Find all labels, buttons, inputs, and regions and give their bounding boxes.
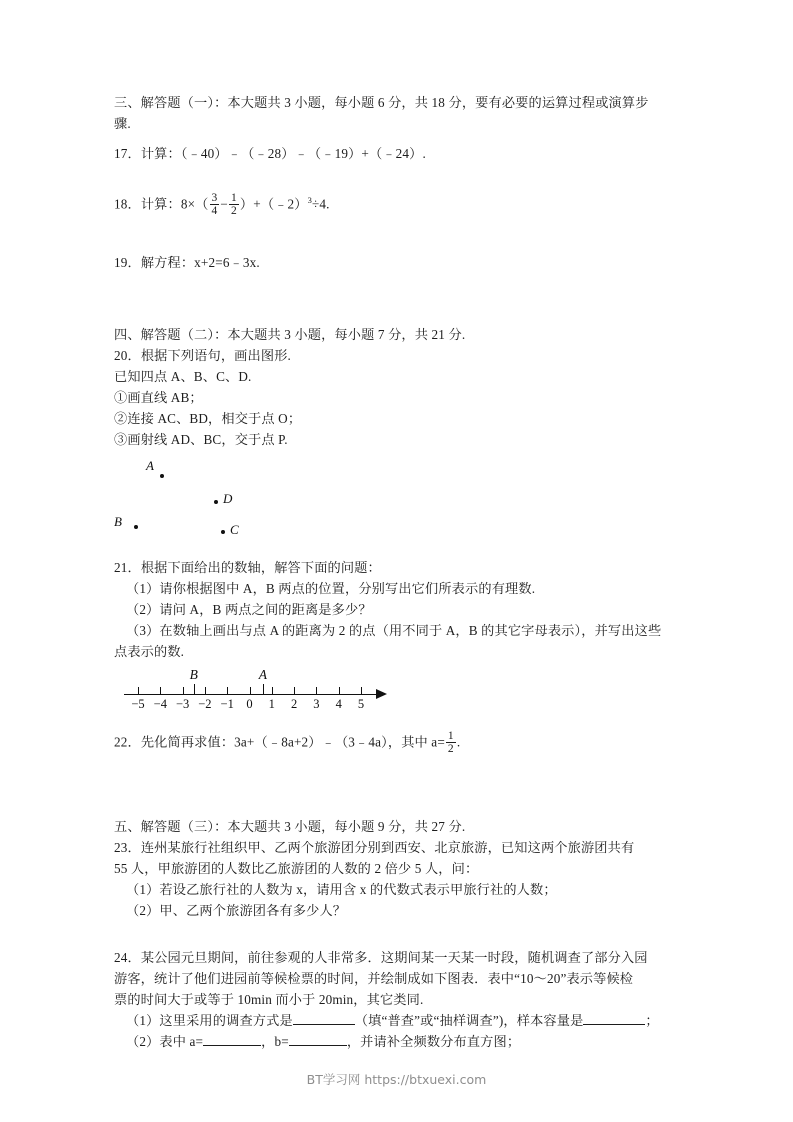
axis-tick: [138, 687, 139, 695]
point-dot-a: [160, 474, 164, 478]
point-dot-d: [214, 500, 218, 504]
axis-tick-label: −1: [220, 696, 234, 711]
question-24-part-1-text-b: （填“普查”或“抽样调查”)，样本容量是: [354, 1013, 584, 1029]
axis-tick-label: 2: [290, 696, 298, 711]
question-24-part-1-text-a: （1）这里采用的调查方式是: [126, 1013, 293, 1029]
question-21-part-3-continued: 点表示的数.: [114, 643, 185, 659]
question-20-line-1: 20．根据下列语句，画出图形.: [114, 347, 291, 363]
axis-tick: [361, 687, 362, 695]
marked-point-tick-b: [194, 684, 195, 695]
question-19: 19．解方程：x+2=6﹣3x.: [114, 254, 260, 270]
question-24-part-2-text-a: （2）表中 a=: [126, 1034, 204, 1050]
fraction-three-quarters: [210, 192, 220, 217]
question-21-part-1: （1）请你根据图中 A，B 两点的位置，分别写出它们所表示的有理数.: [126, 580, 536, 596]
axis-tick-label: 3: [313, 696, 320, 711]
question-22-prefix: 22．先化简再求值：3a+（﹣8a+2）﹣（3﹣4a），其中 a=: [114, 734, 445, 750]
question-21-part-2: （2）请问 A，B 两点之间的距离是多少？: [126, 601, 372, 617]
axis-tick: [183, 687, 184, 695]
question-21-part-3: （3）在数轴上画出与点 A 的距离为 2 的点（用不同于 A，B 的其它字母表示），并写出这些: [126, 622, 662, 638]
section-heading-4: 四、解答题（二）：本大题共 3 小题，每小题 7 分，共 21 分.: [114, 326, 466, 342]
question-18-minus: −: [220, 196, 229, 212]
axis-tick: [250, 687, 251, 695]
question-18-suffix-b: ÷4.: [312, 196, 330, 212]
question-23-line-2: 55 人，甲旅游团的人数比乙旅游团的人数的 2 倍少 5 人，问：: [114, 861, 479, 877]
question-24-line-1: 24．某公园元旦期间，前往参观的人非常多．这期间某一天某一时段，随机调查了部分入园: [114, 950, 648, 966]
fraction-denominator: 2: [231, 204, 237, 217]
section-heading-3-continued: 骤.: [114, 116, 131, 131]
fraction-numerator: 1: [231, 191, 237, 204]
question-22: [114, 731, 680, 756]
points-diagram: [114, 452, 414, 548]
answer-blank-survey-method[interactable]: [293, 1024, 355, 1025]
question-18-close-paren: ）: [239, 196, 254, 212]
axis-tick: [205, 687, 206, 695]
fraction-numerator: 3: [211, 191, 218, 204]
question-20-line-2: 已知四点 A、B、C、D.: [114, 368, 252, 384]
answer-blank-sample-size[interactable]: [583, 1024, 645, 1025]
question-17: 17．计算：（﹣40）﹣（﹣28）﹣（﹣19）+（﹣24）.: [114, 146, 426, 161]
question-18: [114, 190, 680, 218]
point-dot-c: [221, 530, 225, 534]
axis-tick: [339, 687, 340, 695]
question-18-open-paren: （: [195, 196, 209, 212]
question-21-line-1: 21．根据下面给出的数轴，解答下面的问题：: [114, 559, 381, 575]
point-label-a: A: [146, 457, 154, 473]
question-18-suffix-a: +（﹣2）: [253, 196, 308, 212]
axis-tick-label: 0: [246, 696, 253, 711]
question-24-part-2-text-b: ，b=: [261, 1034, 289, 1050]
axis-tick-label: −5: [131, 696, 145, 711]
question-18-prefix: 18．计算：8×: [114, 196, 196, 212]
section-heading-5: 五、解答题（三）：本大题共 3 小题，每小题 9 分，共 27 分.: [114, 819, 466, 835]
question-24-line-2: 游客，统计了他们进园前等候检票的时间，并绘制成如下图表．表中“10～20”表示等候检: [114, 971, 634, 987]
axis-tick-label: 1: [268, 696, 275, 711]
axis-tick-label: −3: [175, 696, 190, 711]
marked-point-label-b: B: [189, 666, 198, 682]
question-20-line-3: ①画直线 AB；: [114, 389, 203, 405]
question-20-line-4: ②连接 AC、BD，相交于点 O；: [114, 410, 302, 426]
number-line-diagram: [124, 668, 424, 722]
axis-tick: [227, 687, 228, 695]
footer-watermark: BT学习网 https://btxuexi.com: [306, 1072, 487, 1087]
marked-point-label-a: A: [258, 666, 267, 682]
question-22-suffix: .: [456, 734, 461, 750]
question-24-part-1-text-c: ；: [645, 1013, 659, 1029]
axis-tick-label: −2: [198, 696, 212, 711]
fraction-denominator: 4: [211, 204, 218, 217]
fraction-numerator: 1: [447, 729, 454, 742]
fraction-one-half: [446, 730, 456, 755]
axis-tick: [160, 687, 161, 695]
question-24-part-1: [114, 1010, 680, 1031]
section-heading-3: 三、解答题（一）：本大题共 3 小题，每小题 6 分，共 18 分，要有必要的运算过程或演算步: [114, 95, 649, 110]
axis-tick: [272, 687, 273, 695]
question-18-exponent: 3: [307, 195, 313, 205]
axis-tick-label: 5: [357, 696, 365, 711]
axis-tick-label: −4: [153, 696, 167, 711]
axis-tick: [316, 687, 317, 695]
page-content: [114, 92, 680, 1052]
point-dot-b: [134, 525, 138, 529]
point-label-c: C: [230, 521, 239, 537]
question-23-part-1: （1）若设乙旅行社的人数为 x，请用含 x 的代数式表示甲旅行社的人数；: [126, 882, 557, 898]
answer-blank-b[interactable]: [289, 1045, 347, 1046]
question-23-part-2: （2）甲、乙两个旅游团各有多少人？: [126, 903, 347, 919]
marked-point-tick-a: [263, 684, 264, 695]
answer-blank-a[interactable]: [203, 1045, 261, 1046]
fraction-denominator: 2: [447, 742, 454, 755]
question-24-line-3: 票的时间大于或等于 10min 而小于 20min，其它类同.: [114, 992, 424, 1008]
axis-tick-label: 4: [335, 696, 342, 711]
question-23-line-1: 23．连州某旅行社组织甲、乙两个旅游团分别到西安、北京旅游，已知这两个旅游团共有: [114, 840, 635, 856]
number-line-arrowhead: [376, 689, 387, 699]
axis-tick: [294, 687, 295, 695]
question-24-part-2: [114, 1031, 680, 1052]
question-24-part-2-text-c: ，并请补全频数分布直方图；: [346, 1034, 521, 1050]
question-20-line-5: ③画射线 AD、BC，交于点 P.: [114, 431, 288, 447]
point-label-d: D: [223, 490, 233, 506]
point-label-b: B: [114, 513, 122, 529]
fraction-one-half: [229, 192, 239, 217]
